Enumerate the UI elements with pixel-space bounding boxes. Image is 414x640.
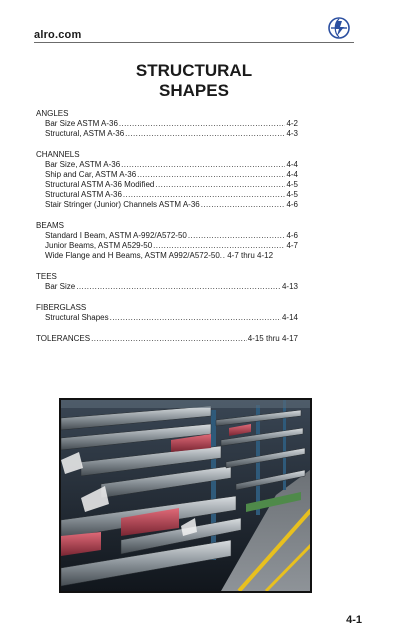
toc-leader-dots xyxy=(137,170,285,180)
toc-entry-label: Structural ASTM A-36 Modified xyxy=(45,180,155,189)
toc-entry[interactable] xyxy=(36,119,298,129)
toc-entry-label: Structural ASTM A-36 xyxy=(45,190,122,199)
toc-leader-dots xyxy=(188,231,286,241)
toc-leader-dots xyxy=(121,160,285,170)
toc-entry-label: Bar Size ASTM A-36 xyxy=(45,119,118,128)
toc-heading: BEAMS xyxy=(36,221,65,230)
toc-section-beams xyxy=(36,221,298,261)
toc-leader-dots xyxy=(119,119,286,129)
header-rule xyxy=(34,42,354,43)
toc-entry-page: 4-4 xyxy=(286,170,298,179)
page-number: 4-1 xyxy=(346,614,362,626)
toc-entry-page: 4-5 xyxy=(286,180,298,189)
toc-entry-label: Bar Size xyxy=(45,282,76,291)
toc-entry-page: 4-6 xyxy=(286,231,298,240)
toc-entry[interactable] xyxy=(36,129,298,139)
toc-entry[interactable] xyxy=(36,160,298,170)
toc-leader-dots xyxy=(91,334,247,344)
page-title-line-2: SHAPES xyxy=(159,81,229,100)
toc-leader-dots xyxy=(153,241,285,251)
toc-leader-dots xyxy=(155,180,285,190)
toc-heading: CHANNELS xyxy=(36,150,80,159)
toc-entry[interactable] xyxy=(36,170,298,180)
page-title-line-1: STRUCTURAL xyxy=(135,61,253,80)
toc-entry-page: 4-7 xyxy=(286,241,298,250)
toc-entry-page: 4-5 xyxy=(286,190,298,199)
toc-entry-page: 4-15 thru 4-17 xyxy=(247,334,298,343)
toc-leader-dots xyxy=(125,129,285,139)
toc-entry[interactable] xyxy=(36,190,298,200)
toc-entry[interactable] xyxy=(36,251,298,261)
toc-entry[interactable] xyxy=(36,313,298,323)
toc-heading: TEES xyxy=(36,272,57,281)
toc-leader-dots xyxy=(123,190,286,200)
site-url[interactable]: alro.com xyxy=(34,29,82,41)
toc-section-tees xyxy=(36,272,298,292)
toc-entry[interactable] xyxy=(36,180,298,190)
toc-entry-label: Junior Beams, ASTM A529-50 xyxy=(45,241,153,250)
toc-entry-label: Ship and Car, ASTM A-36 xyxy=(45,170,137,179)
toc-entry[interactable] xyxy=(36,334,298,344)
toc-entry-page: 4-4 xyxy=(286,160,298,169)
toc-leader-dots xyxy=(76,282,281,292)
toc-entry-label: Bar Size, ASTM A-36 xyxy=(45,160,121,169)
toc-entry[interactable] xyxy=(36,241,298,251)
toc-entry-label: Structural, ASTM A-36 xyxy=(45,129,125,138)
toc-entry-page: . 4-7 thru 4-12 xyxy=(222,251,274,260)
toc-leader-dots xyxy=(110,313,281,323)
toc-entry[interactable] xyxy=(36,282,298,292)
toc-section-channels xyxy=(36,150,298,210)
toc-entry-label: TOLERANCES xyxy=(36,334,91,343)
toc-heading: FIBERGLASS xyxy=(36,303,87,312)
toc-entry-page: 4-14 xyxy=(281,313,298,322)
toc-section-angles xyxy=(36,109,298,139)
toc-entry-page: 4-2 xyxy=(286,119,298,128)
toc-entry-label: Wide Flange and H Beams, ASTM A992/A572-50 xyxy=(45,251,220,260)
toc-section-fiberglass xyxy=(36,303,298,323)
alro-globe-logo-icon xyxy=(328,17,350,39)
steel-warehouse-photo xyxy=(59,398,312,593)
toc-heading: ANGLES xyxy=(36,109,69,118)
toc-entry-page: 4-6 xyxy=(286,200,298,209)
toc-entry-page: 4-13 xyxy=(281,282,298,291)
toc-entry-label: Standard I Beam, ASTM A-992/A572-50 xyxy=(45,231,187,240)
toc-entry[interactable] xyxy=(36,200,298,210)
toc-entry-page: 4-3 xyxy=(286,129,298,138)
toc-entry-label: Stair Stringer (Junior) Channels ASTM A-36 xyxy=(45,200,200,209)
toc-section-tolerances xyxy=(36,334,298,344)
toc-entry-label: Structural Shapes xyxy=(45,313,109,322)
toc-leader-dots xyxy=(201,200,286,210)
toc-entry[interactable] xyxy=(36,231,298,241)
table-of-contents xyxy=(36,109,298,344)
